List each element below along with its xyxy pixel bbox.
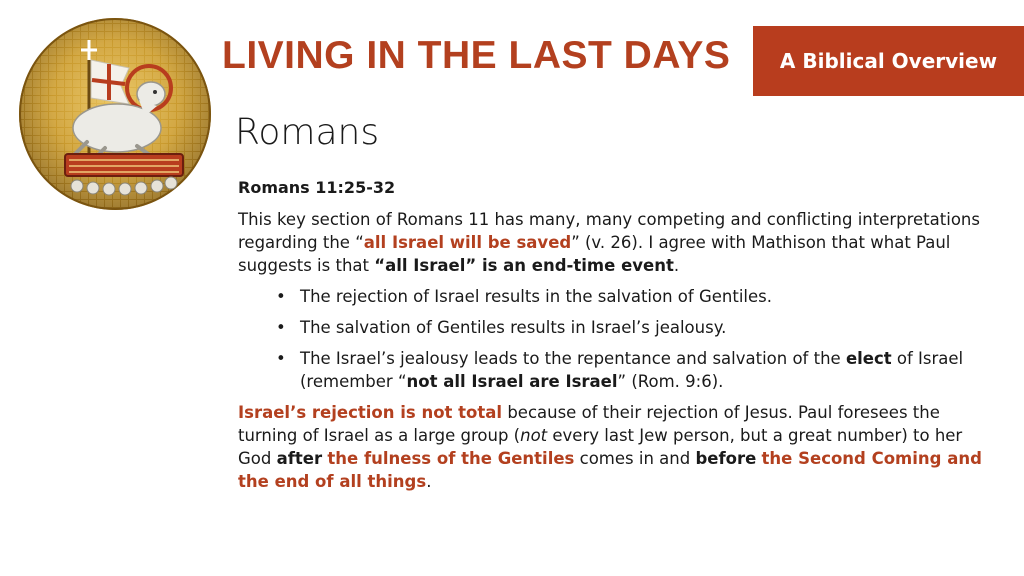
text-run: . — [673, 256, 680, 275]
page-title: LIVING IN THE LAST DAYS — [222, 34, 731, 77]
bold-text: “all Israel” is an end-time event — [374, 256, 674, 275]
section-title: Romans — [235, 112, 380, 153]
bold-text: after — [276, 449, 323, 468]
text-run: . — [426, 472, 432, 491]
bullet-item — [300, 347, 998, 393]
subtitle-badge-label: A Biblical Overview — [779, 49, 998, 73]
bullet-item: • The rejection of Israel results in the salvation of Gentiles. — [300, 285, 998, 308]
text-run: every last Jew person, but a great number) to her God — [238, 426, 963, 468]
text-run: because of their rejection of Jesus. Paul foresees the turning of Israel as a large group ( — [238, 403, 940, 445]
highlight-text: the Second Coming and the end of all things — [238, 449, 982, 491]
text-run: ” (Rom. 9:6). — [617, 372, 724, 391]
closing-paragraph — [238, 401, 998, 493]
text-run: ” (v. 26). I agree with Mathison that what Paul suggests is that — [238, 233, 951, 275]
italic-text: not — [520, 426, 548, 445]
subtitle-badge — [753, 26, 1024, 96]
bold-text: before — [695, 449, 757, 468]
bullet-list — [238, 285, 998, 393]
text-run: This key section of Romans 11 has many, many competing and conflicting interpretations regarding the “ — [238, 210, 980, 252]
scripture-reference: Romans 11:25-32 — [238, 178, 396, 197]
lamb-of-god-mosaic-icon — [17, 16, 213, 212]
text-run: of Israel (remember “ — [300, 349, 964, 391]
bold-text: not all Israel are Israel — [406, 372, 618, 391]
text-run: comes in and — [574, 449, 696, 468]
highlight-text: all Israel will be saved — [363, 233, 572, 252]
slide-body — [238, 176, 998, 493]
text-run: The Israel’s jealousy leads to the repentance and salvation of the — [300, 349, 846, 368]
bold-text: elect — [845, 349, 892, 368]
bullet-item: • The salvation of Gentiles results in Israel’s jealousy. — [300, 316, 998, 339]
highlight-text: Israel’s rejection is not total — [238, 403, 503, 422]
intro-paragraph — [238, 208, 998, 277]
highlight-text: the fulness of the Gentiles — [327, 449, 575, 468]
